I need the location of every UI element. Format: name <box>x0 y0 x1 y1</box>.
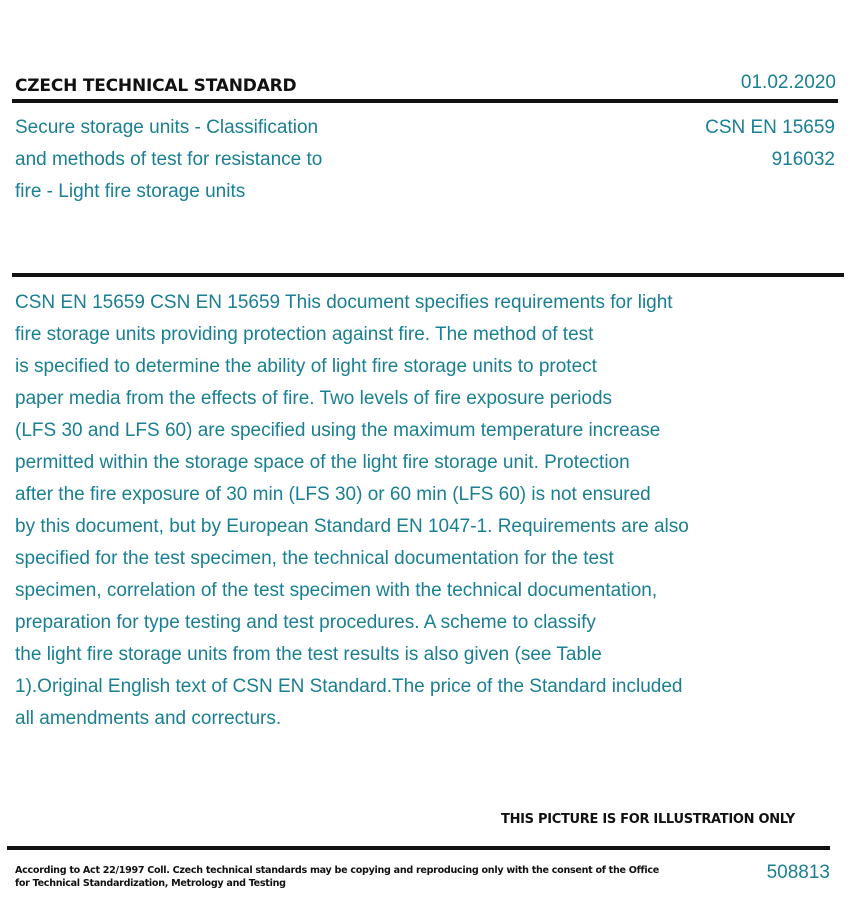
footer-divider <box>7 846 830 850</box>
description-line: specified for the test specimen, the technical documentation for the test <box>15 548 614 569</box>
description-line: the light fire storage units from the test results is also given (see Table <box>15 644 602 665</box>
legal-note-line: According to Act 22/1997 Coll. Czech technical standards may be copying and reproducing only with the consent of the Office <box>15 865 659 876</box>
title-divider <box>12 273 844 277</box>
document-number: 508813 <box>766 862 830 883</box>
description-line: is specified to determine the ability of light fire storage units to protect <box>15 356 597 377</box>
description-line: (LFS 30 and LFS 60) are specified using the maximum temperature increase <box>15 420 661 441</box>
catalog-number: 916032 <box>771 149 835 170</box>
description-line: specimen, correlation of the test specimen with the technical documentation, <box>15 580 658 601</box>
description-line: after the fire exposure of 30 min (LFS 30) or 60 min (LFS 60) is not ensured <box>15 484 651 505</box>
standard-title-line: and methods of test for resistance to <box>15 149 323 170</box>
document-type-title: CZECH TECHNICAL STANDARD <box>15 76 297 96</box>
description-line: paper media from the effects of fire. Two levels of fire exposure periods <box>15 388 613 409</box>
description-line: 1).Original English text of CSN EN Standard.The price of the Standard included <box>15 676 683 697</box>
legal-note <box>15 864 659 890</box>
description-line: fire storage units providing protection against fire. The method of test <box>15 324 594 345</box>
standard-description <box>15 287 815 735</box>
standard-title-line: Secure storage units - Classification <box>15 117 319 138</box>
standard-title-line: fire - Light fire storage units <box>15 181 246 202</box>
publication-date: 01.02.2020 <box>740 72 836 93</box>
standard-code: CSN EN 15659 <box>705 117 835 138</box>
description-line: preparation for type testing and test procedures. A scheme to classify <box>15 612 596 633</box>
header-divider <box>12 99 838 103</box>
description-line: CSN EN 15659 CSN EN 15659 This document specifies requirements for light <box>15 292 673 313</box>
legal-note-line: for Technical Standardization, Metrology and Testing <box>15 878 286 889</box>
illustration-note: THIS PICTURE IS FOR ILLUSTRATION ONLY <box>501 812 795 827</box>
description-line: by this document, but by European Standard EN 1047-1. Requirements are also <box>15 516 689 537</box>
description-line: permitted within the storage space of the light fire storage unit. Protection <box>15 452 630 473</box>
description-line: all amendments and correcturs. <box>15 708 282 729</box>
